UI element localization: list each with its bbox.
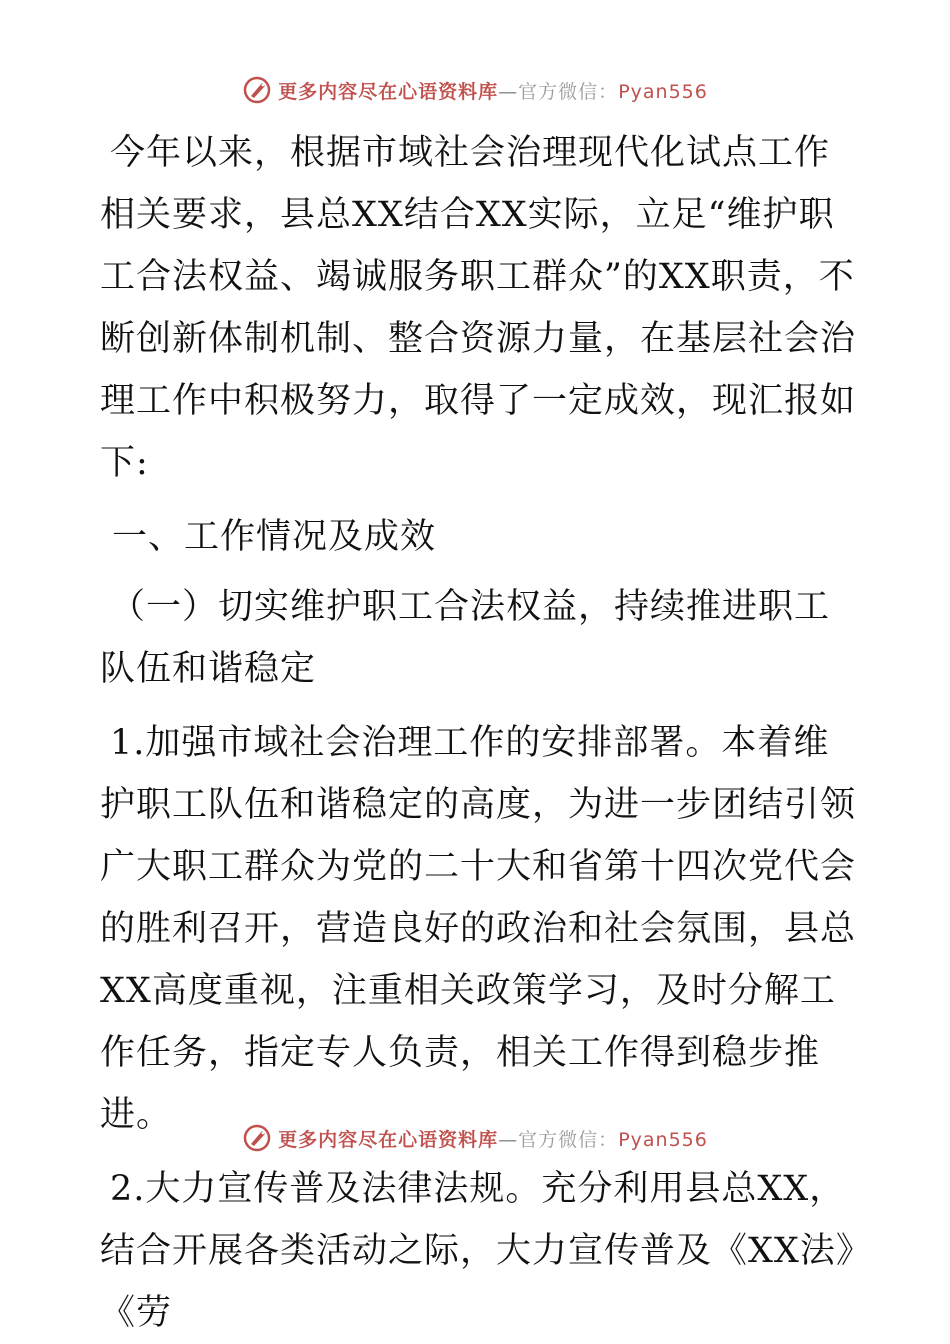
watermark-site: 更多内容尽在心语资料库 — [278, 1128, 499, 1151]
watermark-dash: — — [498, 1128, 519, 1151]
watermark-text — [278, 1125, 708, 1152]
list-item-2: 2.大力宣传普及法律法规。充分利用县总XX，结合开展各类活动之际，大力宣传普及《XX法》《劳 — [100, 1169, 855, 1333]
watermark-header — [0, 70, 950, 110]
watermark-text — [278, 77, 708, 104]
subsection-heading: （一）切实维护职工合法权益，持续推进职工队伍和谐稳定 — [100, 587, 831, 689]
pen-nib-circle-icon — [242, 1123, 272, 1153]
pen-nib-circle-icon — [242, 75, 272, 105]
list-item-1: 1.加强市域社会治理工作的安排部署。本着维护职工队伍和谐稳定的高度，为进一步团结引领广大职工群众为党的二十大和省第十四次党代会的胜利召开，营造良好的政治和社会氛围，县总XX高度重视，注重相关政策学习，及时分解工作任务，指定专人负责，相关工作得到稳步推进。 — [100, 723, 857, 1135]
watermark-footer — [0, 1118, 950, 1158]
watermark-label: 官方微信： — [518, 80, 619, 103]
watermark-dash: — — [498, 80, 519, 103]
intro-paragraph: 今年以来，根据市域社会治理现代化试点工作相关要求，县总XX结合XX实际，立足“维护职工合法权益、竭诚服务职工群众”的XX职责，不断创新体制机制、整合资源力量，在基层社会治理工作中积极努力，取得了一定成效，现汇报如下: — [100, 133, 857, 483]
document-body — [100, 122, 860, 1344]
watermark-label: 官方微信： — [518, 1128, 619, 1151]
section-heading: 一、工作情况及成效 — [112, 517, 437, 557]
watermark-site: 更多内容尽在心语资料库 — [278, 80, 499, 103]
watermark-id: Pyan556 — [618, 1128, 708, 1151]
watermark-id: Pyan556 — [618, 80, 708, 103]
